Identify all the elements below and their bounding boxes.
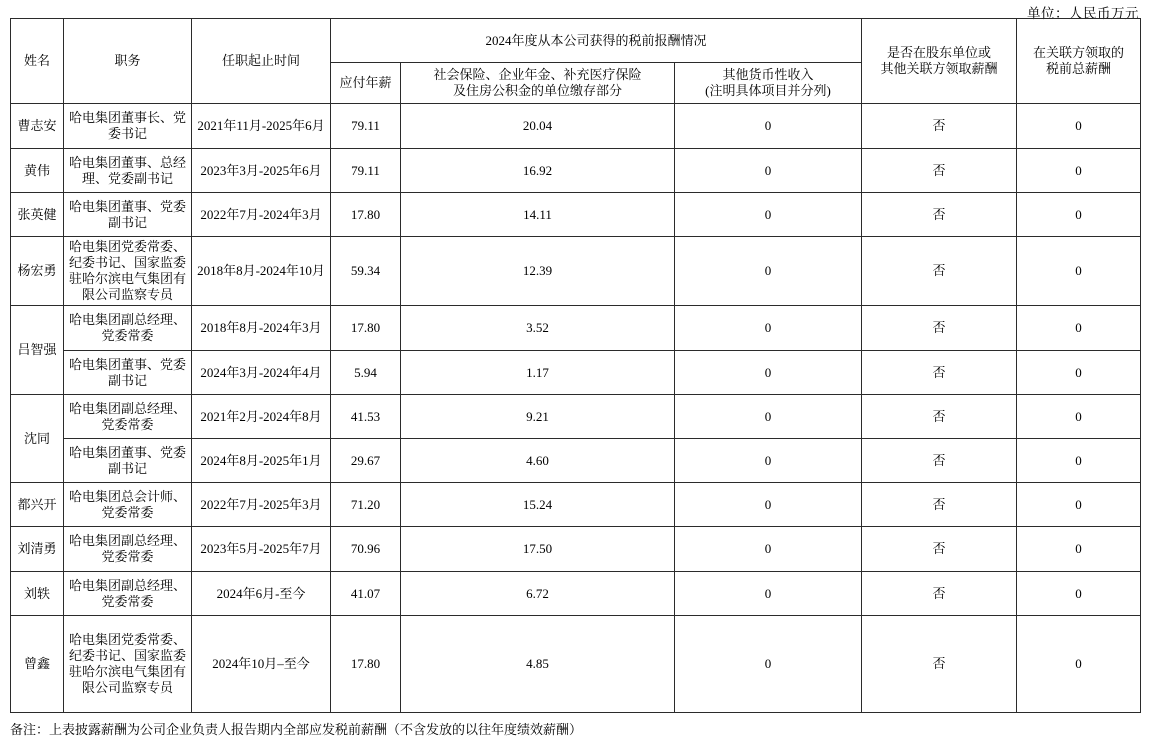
related-flag-line1: 是否在股东单位或 xyxy=(887,45,992,60)
social-line2: 及住房公积金的单位缴存部分 xyxy=(452,83,622,98)
salary-cell: 17.80 xyxy=(331,193,401,237)
table-row xyxy=(11,351,1141,395)
term-cell: 2022年7月-2024年3月 xyxy=(192,193,331,237)
salary-cell: 59.34 xyxy=(331,237,401,306)
table-row xyxy=(11,439,1141,483)
col-header-position: 职务 xyxy=(64,19,192,104)
term-cell: 2023年3月-2025年6月 xyxy=(192,149,331,193)
related-total-cell: 0 xyxy=(1017,572,1141,616)
social-cell: 6.72 xyxy=(401,572,675,616)
related-flag-line2: 其他关联方领取薪酬 xyxy=(880,61,998,76)
other-income-cell: 0 xyxy=(675,616,862,713)
col-header-name: 姓名 xyxy=(11,19,64,104)
related-total-cell: 0 xyxy=(1017,395,1141,439)
related-flag-cell: 否 xyxy=(862,193,1017,237)
related-total-cell: 0 xyxy=(1017,483,1141,527)
col-header-social xyxy=(401,63,675,104)
related-flag-cell: 否 xyxy=(862,616,1017,713)
col-header-comp-group: 2024年度从本公司获得的税前报酬情况 xyxy=(331,19,862,63)
term-cell: 2018年8月-2024年10月 xyxy=(192,237,331,306)
other-income-cell: 0 xyxy=(675,483,862,527)
social-cell: 15.24 xyxy=(401,483,675,527)
term-cell: 2021年11月-2025年6月 xyxy=(192,104,331,149)
position-cell: 哈电集团副总经理、党委常委 xyxy=(64,306,192,351)
salary-cell: 70.96 xyxy=(331,527,401,572)
related-flag-cell: 否 xyxy=(862,483,1017,527)
term-cell: 2024年10月–至今 xyxy=(192,616,331,713)
social-cell: 14.11 xyxy=(401,193,675,237)
name-cell: 曾鑫 xyxy=(11,616,64,713)
name-cell: 吕智强 xyxy=(11,306,64,395)
social-cell: 12.39 xyxy=(401,237,675,306)
table-row xyxy=(11,306,1141,351)
footnote: 备注：上表披露薪酬为公司企业负责人报告期内全部应发税前薪酬（不含发放的以往年度绩效薪酬） xyxy=(10,722,583,737)
table-row xyxy=(11,395,1141,439)
unit-label: 单位：人民币万元 xyxy=(1027,6,1139,21)
name-cell: 杨宏勇 xyxy=(11,237,64,306)
social-cell: 3.52 xyxy=(401,306,675,351)
salary-cell: 5.94 xyxy=(331,351,401,395)
table-row xyxy=(11,616,1141,713)
related-total-cell: 0 xyxy=(1017,616,1141,713)
related-flag-cell: 否 xyxy=(862,527,1017,572)
other-income-cell: 0 xyxy=(675,149,862,193)
other-income-cell: 0 xyxy=(675,527,862,572)
name-cell: 沈同 xyxy=(11,395,64,483)
table-row xyxy=(11,572,1141,616)
related-flag-cell: 否 xyxy=(862,351,1017,395)
table-row xyxy=(11,237,1141,306)
name-cell: 刘轶 xyxy=(11,572,64,616)
social-cell: 4.60 xyxy=(401,439,675,483)
table-row xyxy=(11,527,1141,572)
position-cell: 哈电集团总会计师、党委常委 xyxy=(64,483,192,527)
other-income-cell: 0 xyxy=(675,439,862,483)
related-flag-cell: 否 xyxy=(862,572,1017,616)
related-flag-cell: 否 xyxy=(862,237,1017,306)
term-cell: 2022年7月-2025年3月 xyxy=(192,483,331,527)
compensation-table xyxy=(10,18,1141,713)
position-cell: 哈电集团董事长、党委书记 xyxy=(64,104,192,149)
social-cell: 1.17 xyxy=(401,351,675,395)
salary-cell: 17.80 xyxy=(331,616,401,713)
col-header-related-flag xyxy=(862,19,1017,104)
other-income-cell: 0 xyxy=(675,193,862,237)
term-cell: 2021年2月-2024年8月 xyxy=(192,395,331,439)
salary-cell: 71.20 xyxy=(331,483,401,527)
col-header-other xyxy=(675,63,862,104)
related-flag-cell: 否 xyxy=(862,104,1017,149)
position-cell: 哈电集团党委常委、纪委书记、国家监委驻哈尔滨电气集团有限公司监察专员 xyxy=(64,616,192,713)
salary-cell: 29.67 xyxy=(331,439,401,483)
table-row xyxy=(11,149,1141,193)
header-row-top xyxy=(11,19,1141,63)
name-cell: 黄伟 xyxy=(11,149,64,193)
related-total-line1: 在关联方领取的 xyxy=(1033,45,1125,60)
related-total-cell: 0 xyxy=(1017,104,1141,149)
table-row xyxy=(11,483,1141,527)
position-cell: 哈电集团党委常委、纪委书记、国家监委驻哈尔滨电气集团有限公司监察专员 xyxy=(64,237,192,306)
social-cell: 16.92 xyxy=(401,149,675,193)
salary-cell: 79.11 xyxy=(331,104,401,149)
related-flag-cell: 否 xyxy=(862,439,1017,483)
position-cell: 哈电集团董事、党委副书记 xyxy=(64,439,192,483)
other-income-cell: 0 xyxy=(675,237,862,306)
related-total-cell: 0 xyxy=(1017,527,1141,572)
social-cell: 20.04 xyxy=(401,104,675,149)
related-total-cell: 0 xyxy=(1017,237,1141,306)
table-row xyxy=(11,193,1141,237)
position-cell: 哈电集团董事、党委副书记 xyxy=(64,351,192,395)
position-cell: 哈电集团副总经理、党委常委 xyxy=(64,527,192,572)
col-header-term: 任职起止时间 xyxy=(192,19,331,104)
term-cell: 2023年5月-2025年7月 xyxy=(192,527,331,572)
salary-cell: 41.07 xyxy=(331,572,401,616)
social-cell: 17.50 xyxy=(401,527,675,572)
related-flag-cell: 否 xyxy=(862,395,1017,439)
term-cell: 2024年6月-至今 xyxy=(192,572,331,616)
related-total-cell: 0 xyxy=(1017,439,1141,483)
position-cell: 哈电集团副总经理、党委常委 xyxy=(64,572,192,616)
position-cell: 哈电集团副总经理、党委常委 xyxy=(64,395,192,439)
related-flag-cell: 否 xyxy=(862,149,1017,193)
other-line1: 其他货币性收入 xyxy=(722,67,814,82)
term-cell: 2024年3月-2024年4月 xyxy=(192,351,331,395)
position-cell: 哈电集团董事、党委副书记 xyxy=(64,193,192,237)
related-total-cell: 0 xyxy=(1017,306,1141,351)
col-header-salary: 应付年薪 xyxy=(331,63,401,104)
salary-cell: 41.53 xyxy=(331,395,401,439)
related-total-cell: 0 xyxy=(1017,149,1141,193)
salary-cell: 79.11 xyxy=(331,149,401,193)
other-income-cell: 0 xyxy=(675,306,862,351)
related-total-cell: 0 xyxy=(1017,351,1141,395)
related-total-cell: 0 xyxy=(1017,193,1141,237)
social-line1: 社会保险、企业年金、补充医疗保险 xyxy=(433,67,642,82)
table-row xyxy=(11,104,1141,149)
term-cell: 2024年8月-2025年1月 xyxy=(192,439,331,483)
other-income-cell: 0 xyxy=(675,572,862,616)
social-cell: 9.21 xyxy=(401,395,675,439)
other-income-cell: 0 xyxy=(675,351,862,395)
name-cell: 都兴开 xyxy=(11,483,64,527)
position-cell: 哈电集团董事、总经理、党委副书记 xyxy=(64,149,192,193)
name-cell: 张英健 xyxy=(11,193,64,237)
social-cell: 4.85 xyxy=(401,616,675,713)
name-cell: 刘清勇 xyxy=(11,527,64,572)
salary-cell: 17.80 xyxy=(331,306,401,351)
related-total-line2: 税前总薪酬 xyxy=(1046,61,1112,76)
related-flag-cell: 否 xyxy=(862,306,1017,351)
other-income-cell: 0 xyxy=(675,395,862,439)
other-income-cell: 0 xyxy=(675,104,862,149)
other-line2: (注明具体项目并分列) xyxy=(705,83,831,98)
name-cell: 曹志安 xyxy=(11,104,64,149)
term-cell: 2018年8月-2024年3月 xyxy=(192,306,331,351)
col-header-related-total xyxy=(1017,19,1141,104)
